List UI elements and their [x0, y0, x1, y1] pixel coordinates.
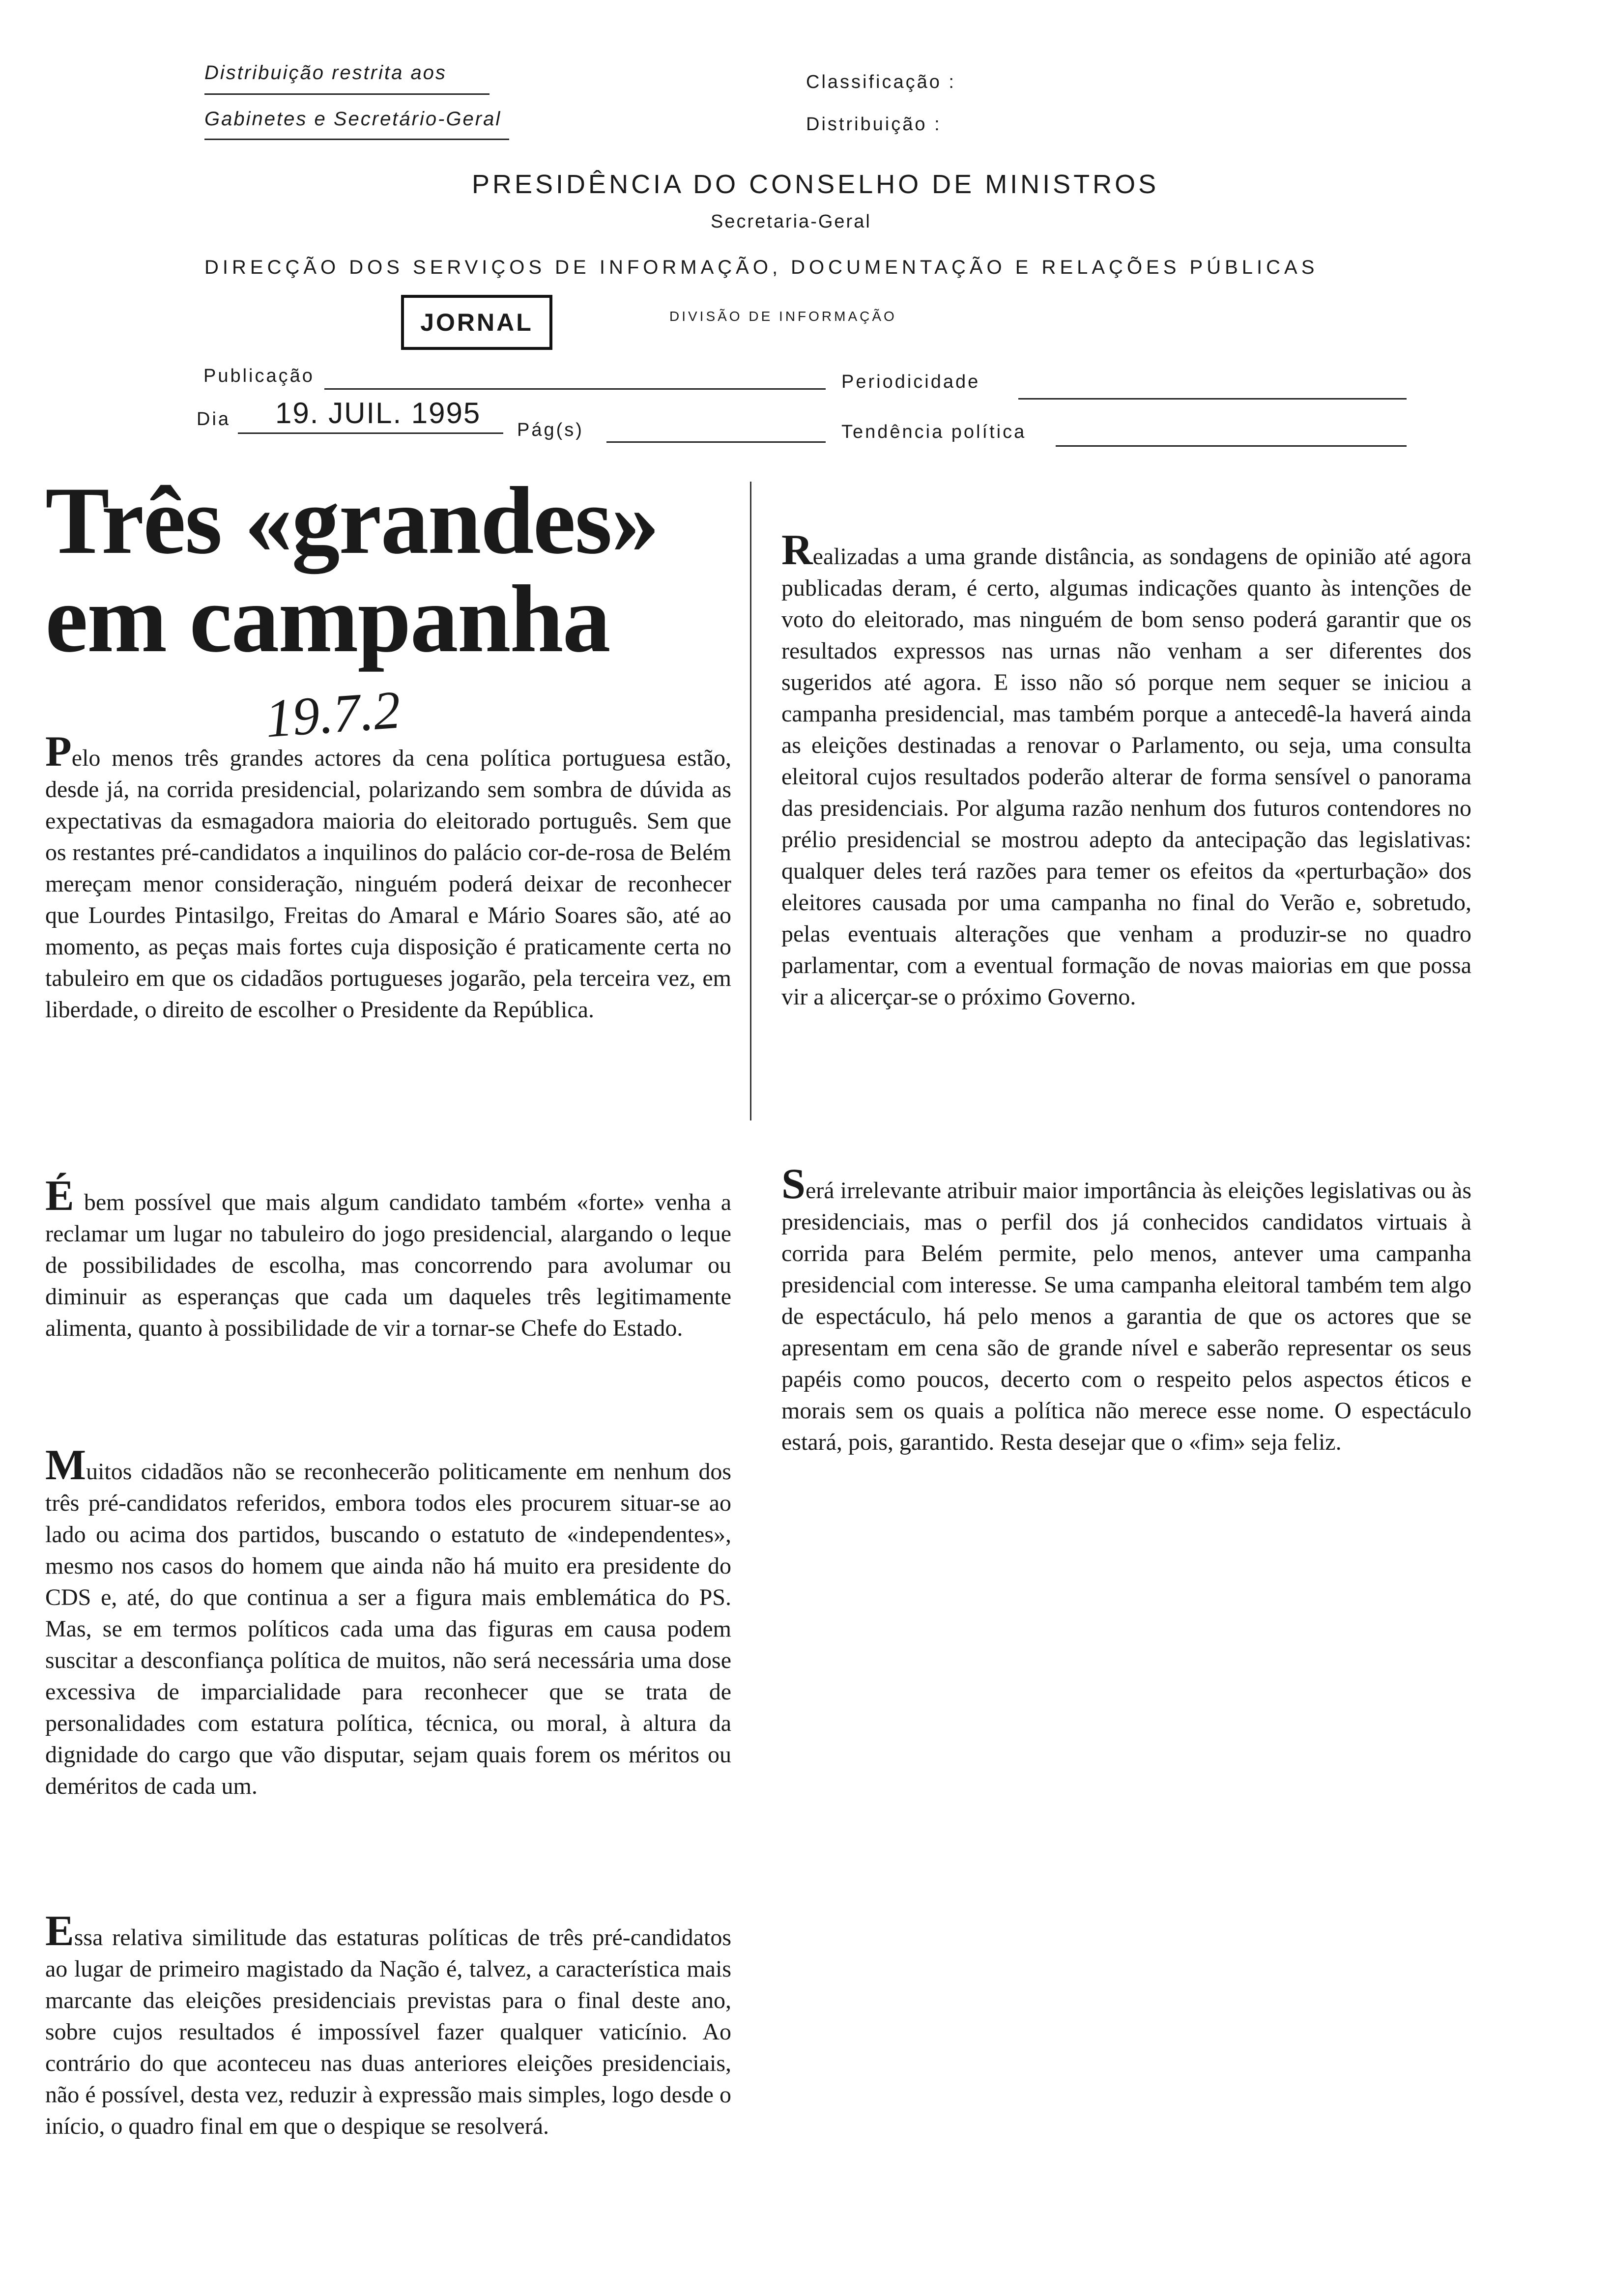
political-trend-line: [1056, 445, 1407, 447]
periodicity-line: [1018, 398, 1407, 400]
political-trend-label: Tendência política: [841, 422, 1027, 442]
periodicity-label: Periodicidade: [841, 372, 980, 392]
headline-line-1: Três «grandes»: [45, 467, 659, 574]
header-rule: [204, 93, 489, 95]
distribution-cabinets-line: Gabinetes e Secretário-Geral: [204, 108, 502, 130]
classification-label: Classificação :: [806, 72, 956, 92]
page-label: Pág(s): [517, 420, 584, 440]
handwritten-note: 19.7.2: [263, 679, 403, 749]
header-rule: [204, 139, 509, 140]
article-paragraph-6: Será irrelevante atribuir maior importância às eleições legislativas ou às presidenciais, mas o perfil dos já conhecidos candidatos virtuais à corrida para Belém permite, pelo menos, antever uma campanha presidencial com interesse. Se uma campanha eleitoral também tem algo de espectáculo, há pelo menos a garantia de que os actores que se apresentam em cena são de grande nível e saberão representar os seus papéis como poucos, decerto com o respeito pelos aspectos éticos e morais sem os quais a política não merece esse nome. O espectáculo estará, pois, garantido. Resta desejar que o «fim» seja feliz.: [781, 1160, 1471, 1455]
division-label: DIVISÃO DE INFORMAÇÃO: [669, 309, 897, 324]
column-divider: [750, 482, 751, 1120]
day-label: Dia: [197, 409, 231, 430]
article-paragraph-3: Muitos cidadãos não se reconhecerão politicamente em nenhum dos três pré-candidatos referidos, embora todos eles procurem situar-se ao lado ou acima dos partidos, buscando o estatuto de «independentes», mesmo nos casos do homem que ainda não há muito era presidente do CDS e, até, do que continua a ser a figura mais emblemática do PS. Mas, se em termos políticos cada uma das figuras em causa podem suscitar a desconfiança política de muitos, não será necessária uma dose excessiva de imparcialidade para reconhecer que se trata de personalidades com estatura política, técnica, ou moral, à altura da dignidade do cargo que vão disputar, sejam quais forem os méritos ou deméritos de cada um.: [45, 1441, 731, 1799]
page-line: [606, 441, 826, 443]
day-line: [238, 432, 503, 434]
distribution-label: Distribuição :: [806, 114, 942, 135]
distribution-restricted-line: Distribuição restrita aos: [204, 62, 447, 84]
article-paragraph-2: É bem possível que mais algum candidato também «forte» venha a reclamar um lugar no tabuleiro do jogo presidencial, alargando o leque de possibilidades de escolha, mas concorrendo para avolumar ou diminuir as esperanças que cada um daqueles três legitimamente alimenta, quanto à possibilidade de vir a tornar-se Chefe do Estado.: [45, 1172, 731, 1341]
jornal-stamp: JORNAL: [401, 295, 552, 350]
publication-label: Publicação: [203, 366, 315, 386]
date-stamp: 19. JUIL. 1995: [275, 397, 481, 430]
secretariat-subtitle: Secretaria-Geral: [711, 211, 871, 232]
presidency-title: PRESIDÊNCIA DO CONSELHO DE MINISTROS: [472, 170, 1159, 199]
article-paragraph-4: Essa relativa similitude das estaturas políticas de três pré-candidatos ao lugar de primeiro magistado da Nação é, talvez, a característica mais marcante das eleições presidenciais previstas para o final deste ano, sobre cujos resultados é impossível fazer qualquer vaticínio. Ao contrário do que aconteceu nas duas anteriores eleições presidenciais, não é possível, desta vez, reduzir à expressão mais simples, logo desde o início, o quadro final em que o despique se resolverá.: [45, 1907, 731, 2139]
article-paragraph-5: Realizadas a uma grande distância, as sondagens de opinião até agora publicadas deram, é certo, algumas indicações quanto às intenções de voto do eleitorado, mas ninguém de bom senso poderá garantir que os resultados expressos nas urnas não venham a ser diferentes dos sugeridos até agora. E isso não só porque nem sequer se iniciou a campanha presidencial, mas também porque a antecedê-la haverá ainda as eleições destinadas a renovar o Parlamento, ou seja, uma consulta eleitoral cujos resultados poderão alterar de forma sensível o panorama das presidenciais. Por alguma razão nenhum dos futuros contendores no prélio presidencial se mostrou adepto da antecipação das legislativas: qualquer deles terá razões para temer os efeitos da «perturbação» dos eleitores causada por uma campanha no final do Verão e, sobretudo, pelas eventuais alterações que venham a produzir-se no quadro parlamentar, com a eventual formação de novas maiorias em que possa vir a alicerçar-se o próximo Governo.: [781, 526, 1471, 1010]
publication-line: [324, 388, 826, 390]
article-paragraph-1: Pelo menos três grandes actores da cena política portuguesa estão, desde já, na corrida presidencial, polarizando sem sombra de dúvida as expectativas da esmagadora maioria do eleitorado português. Sem que os restantes pré-candidatos a inquilinos do palácio cor-de-rosa de Belém mereçam menor consideração, ninguém poderá deixar de reconhecer que Lourdes Pintasilgo, Freitas do Amaral e Mário Soares são, até ao momento, as peças mais fortes cuja disposição é praticamente certa no tabuleiro em que os cidadãos portugueses jogarão, pela terceira vez, em liberdade, o direito de escolher o Presidente da República.: [45, 728, 731, 1023]
directorate-line: DIRECÇÃO DOS SERVIÇOS DE INFORMAÇÃO, DOCUMENTAÇÃO E RELAÇÕES PÚBLICAS: [204, 257, 1319, 278]
headline-line-2: em campanha: [45, 566, 610, 672]
